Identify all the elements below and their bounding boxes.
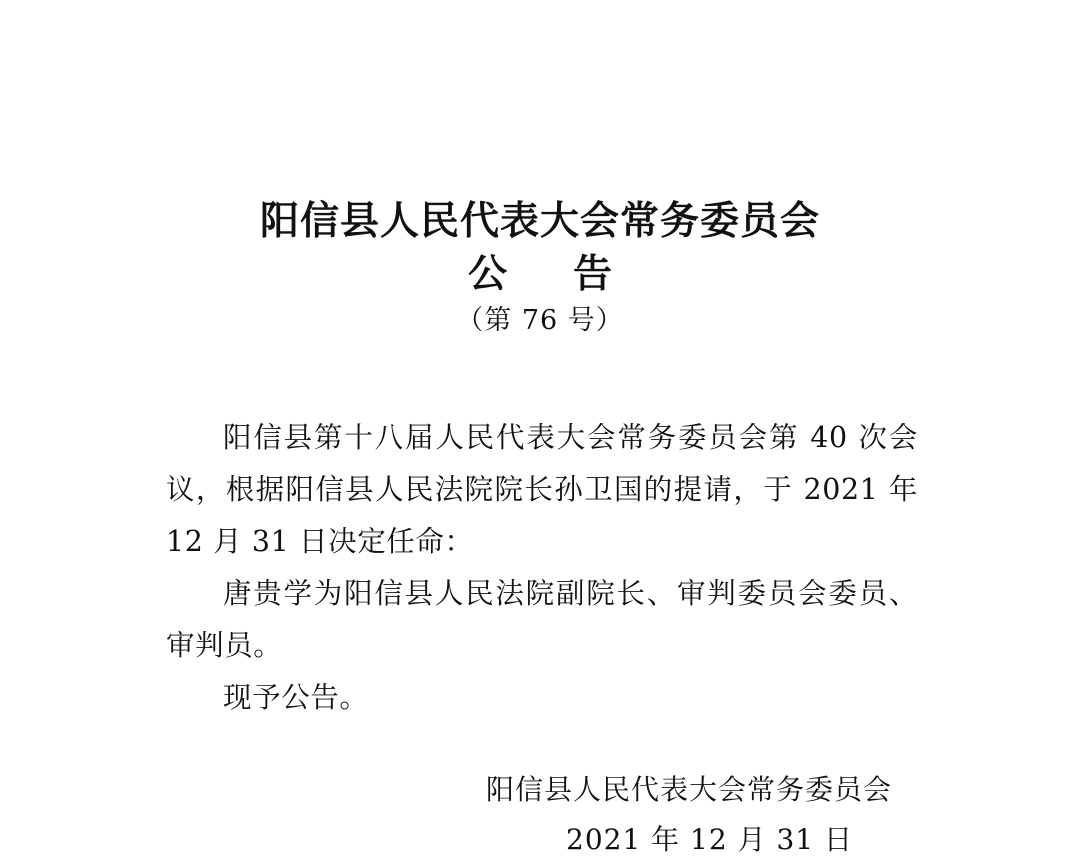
issuer-signature: 阳信县人民代表大会常务委员会 bbox=[486, 773, 893, 806]
subtitle-char-2: 告 bbox=[573, 252, 613, 297]
document-title: 阳信县人民代表大会常务委员会 bbox=[259, 199, 820, 244]
document-body bbox=[166, 412, 918, 724]
body-paragraph-appointee: 唐贵学为阳信县人民法院副院长、审判委员会委员、审判员。 bbox=[166, 577, 918, 662]
announcement-number: （第 76 号） bbox=[456, 305, 624, 336]
subtitle-char-1: 公 bbox=[467, 252, 507, 297]
issue-date: 2021 年 12 月 31 日 bbox=[566, 823, 854, 856]
document-subtitle bbox=[0, 243, 1080, 299]
body-paragraph-closing: 现予公告。 bbox=[223, 681, 369, 714]
body-paragraph-appointment-context: 阳信县第十八届人民代表大会常务委员会第 40 次会议，根据阳信县人民法院院长孙卫国的提请，于 2021 年 12 月 31 日决定任命： bbox=[166, 421, 918, 558]
